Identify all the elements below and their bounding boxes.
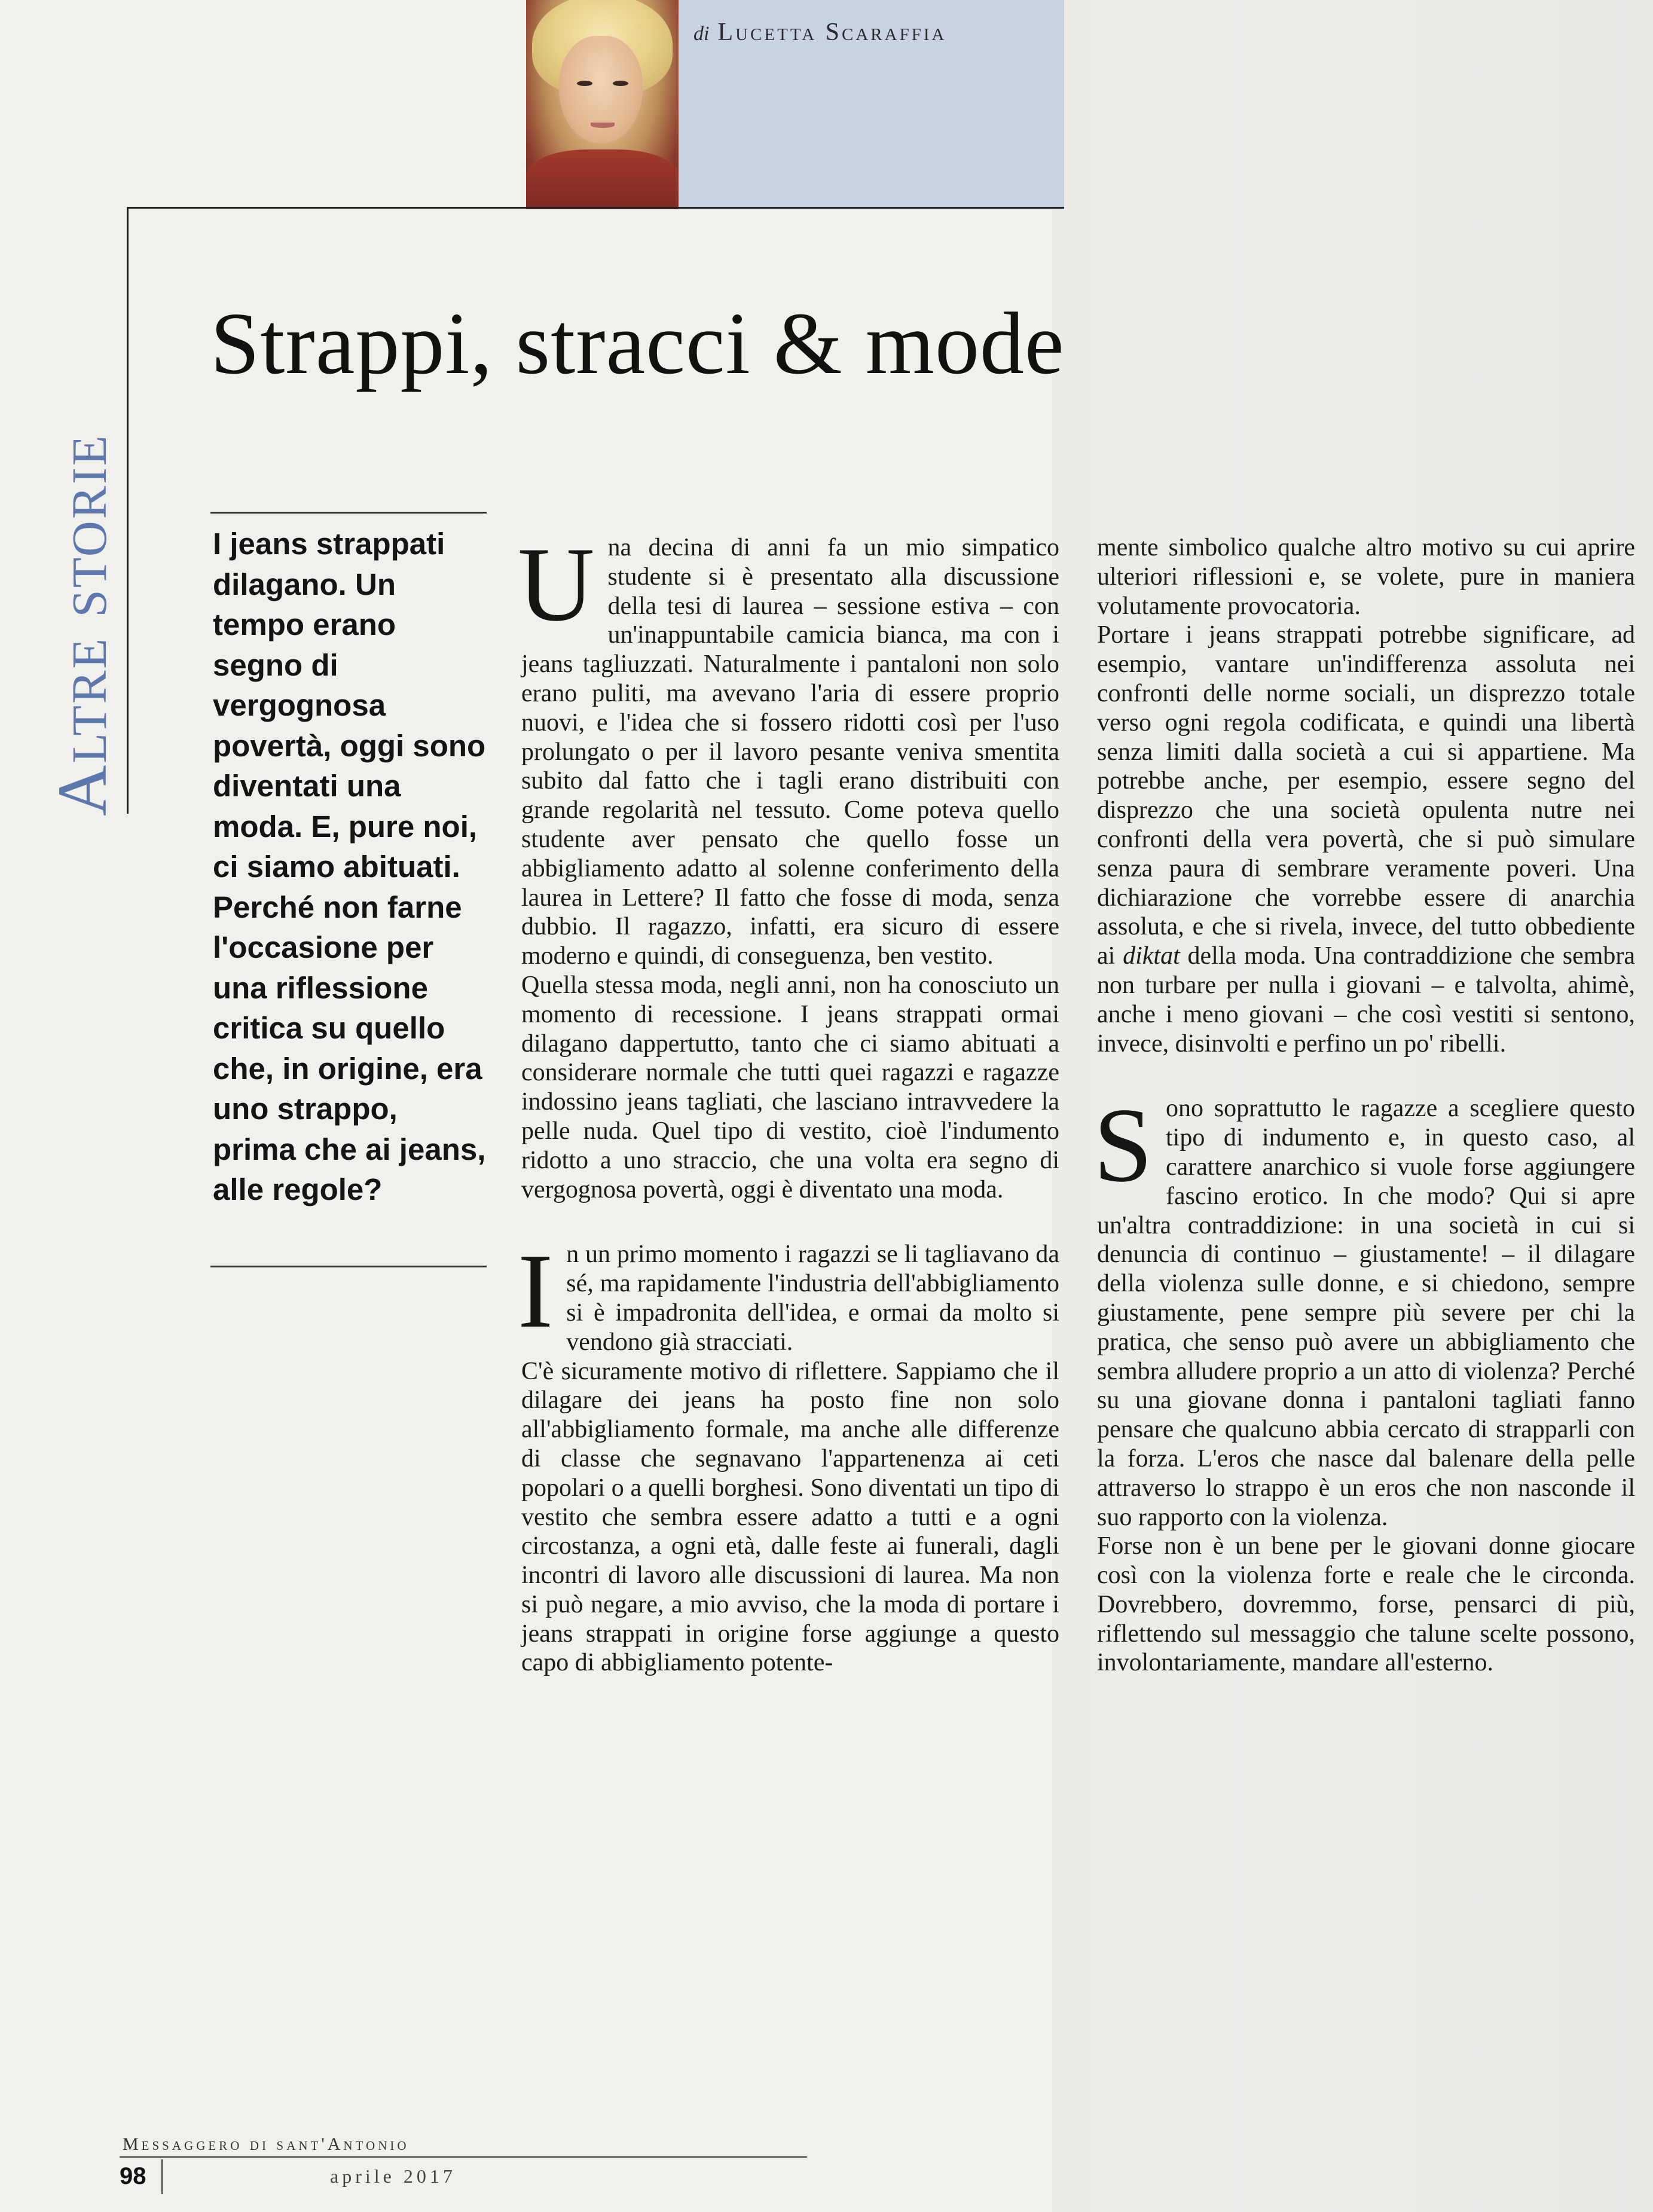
photo-eye-left (577, 81, 592, 86)
pullquote: I jeans strappati dilagano. Un tempo erano segno di vergognosa povertà, oggi sono diventati una moda. E, pure noi, ci siamo abituati. Perché non farne l'occasione per una riflessione critica su quello che, in origine, era uno strappo, prima che ai jeans, alle regole? (213, 527, 486, 1206)
author-name: Lucetta Scaraffia (717, 19, 947, 46)
paragraph (1093, 1086, 1635, 1532)
drop-cap: I (518, 1232, 554, 1351)
drop-cap: S (1093, 1086, 1153, 1205)
photo-shoulders (526, 149, 679, 209)
paragraph (518, 1232, 1059, 1356)
page-number: 98 (120, 2163, 146, 2189)
byline (693, 18, 946, 47)
paragraph: Quella stessa moda, negli anni, non ha conosciuto un momento di recessione. I jeans strappati ormai dilagano dappertutto, tanto che ci siamo abituati a considerare normale che tutti quei ragazzi e ragazze indossino jeans tagliati, che lasciano intravvedere la pelle nuda. Quel tipo di vestito, cioè l'indumento ridotto a uno straccio, che una volta era segno di vergognosa povertà, oggi è diventato una moda. (521, 971, 1059, 1203)
left-page-bleed (0, 0, 78, 2212)
drop-cap: U (518, 525, 595, 643)
footer-divider (161, 2159, 163, 2194)
paragraph-text: na decina di anni fa un mio simpatico studente si è presentato alla discussione della tesi di laurea – sessione estiva – con un'inappuntabile camicia bianca, ma con i jeans tagliuzzati. Naturalmente i pantaloni non solo erano puliti, ma avevano l'aria di essere proprio nuovi, e l'idea che si fossero ridotti così per l'uso prolungato o per il lavoro pesante veniva smentita subito dal fatto che i tagli erano distribuiti con grande regolarità nel tessuto. Come poteva quello studente aver pensato che quello fosse un abbigliamento adatto al solenne conferimento della laurea in Lettere? Il fatto che fosse di moda, senza dubbio. Il ragazzo, infatti, era sicuro di essere moderno e quindi, di conseguenza, ben vestito. (521, 534, 1059, 970)
frame-rule-top (127, 207, 1064, 209)
paragraph-text: ono soprattutto le ragazze a scegliere questo tipo di indumento e, in questo caso, al carattere anarchico si vuole forse aggiungere fascino erotico. In che modo? Qui si apre un'altra contraddizione: in una società in cui si denuncia di continuo – giustamente! – il dilagare della violenza sulle donne, e si chiedono, sempre giustamente, pene sempre più severe per chi la pratica, che senso può avere un abbigliamento che sembra alludere proprio a un atto di violenza? Perché su una giovane donna i pantaloni tagliati fanno pensare che qualcuno abbia cercato di strapparli con la forza. L'eros che nasce dal balenare della pelle attraverso lo strappo è un eros che non nasconde il suo rapporto con la violenza. (1097, 1095, 1635, 1531)
byline-prefix: di (693, 23, 710, 45)
paragraph: C'è sicuramente motivo di riflettere. Sappiamo che il dilagare dei jeans ha posto fine non solo all'abbigliamento formale, ma anche alle differenze di classe che segnavano l'appartenenza ai ceti popolari o a quelli borghesi. Sono diventati un tipo di vestito che sembra essere adatto a tutti e a ogni circostanza, a ogni età, dalle feste ai funerali, dagli incontri di lavoro alle discussioni di laurea. Ma non si può negare, a mio avviso, che la moda di portare i jeans strappati in origine forse aggiunge a questo capo di abbigliamento potente- (521, 1357, 1059, 1677)
paragraph-text: della moda. Una contraddizione che sembra non turbare per nulla i giovani – e talvolta, ahimè, anche i meno giovani – che così vestiti si sentono, invece, disinvolti e perfino un po' ribelli. (1097, 942, 1636, 1058)
pullquote-rule-bottom (210, 1266, 487, 1267)
paragraph-text: Portare i jeans strappati potrebbe significare, ad esempio, vantare un'indifferenza assoluta nei confronti delle norme sociali, un disprezzo totale verso ogni regola codificata, e quindi una libertà senza limiti dalla società a cui si appartiene. Ma potrebbe anche, per esempio, essere segno del disprezzo che una società opulenta nutre nei confronti della vera povertà, che si può simulare senza paura di sembrare veramente poveri. Una dichiarazione che vorrebbe essere di anarchia assoluta, e che si rivela, invece, del tutto obbediente ai (1097, 621, 1635, 970)
article-column-1 (518, 525, 1059, 1678)
footer-magazine-name: Messaggero di sant'Antonio (123, 2134, 410, 2154)
paragraph: Forse non è un bene per le giovani donne giocare così con la violenza forte e reale che le circonda. Dovrebbero, dovremmo, forse, pensarci di più, riflettendo sul messaggio che talune scelte possono, involontariamente, mandare all'esterno. (1097, 1532, 1635, 1677)
paragraph (518, 525, 1059, 971)
frame-rule-vertical (127, 207, 129, 814)
issue-date: aprile 2017 (330, 2165, 456, 2187)
article-title: Strappi, stracci & mode (210, 295, 1065, 393)
article-column-2 (1093, 533, 1636, 1678)
pullquote-rule-top (210, 512, 487, 514)
author-photo (526, 0, 679, 209)
photo-eye-right (613, 81, 628, 86)
paragraph-text: n un primo momento i ragazzi se li tagliavano da sé, ma rapidamente l'industria dell'abbigliamento si è impadronita dell'idea, e ormai da molto si vendono già stracciati. (566, 1241, 1059, 1356)
italic-term: diktat (1123, 942, 1180, 970)
paragraph: mente simbolico qualche altro motivo su cui aprire ulteriori riflessioni e, se volete, pure in maniera volutamente provocatoria. (1097, 534, 1635, 620)
photo-mouth (591, 123, 615, 128)
paragraph (1097, 621, 1635, 1058)
footer-rule (120, 2156, 807, 2158)
section-label: Altre storie (43, 433, 121, 816)
